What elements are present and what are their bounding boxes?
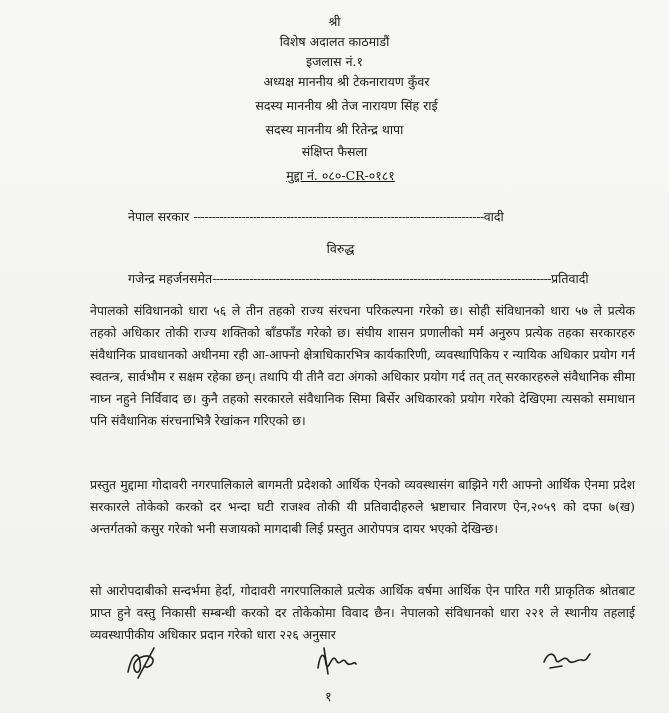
- plaintiff-dashes: ------------------------------------------------------------------------------: [193, 209, 484, 224]
- signature-middle-icon: [310, 640, 360, 680]
- bench-number: इजलास नं.१: [306, 54, 363, 69]
- case-number-text: मुद्दा नं. ०८०-CR-०१८१: [286, 168, 395, 183]
- versus-label: विरुद्ध: [326, 241, 355, 256]
- paragraph-3: सो आरोपदाबीको सन्दर्भमा हेर्दा, गोदावरी नगरपालिकाले प्रत्येक आर्थिक वर्षमा आर्थिक ऐन पारित गरी प्राकृतिक श्रोतबाट प्राप्त हुने वस्तु निकासी सम्बन्धी करको दर तोकेकोमा विवाद छैन। नेपालको संविधानको धारा २२१ ले स्थानीय तहलाई व्यवस्थापीकीय अधिकार प्रदान गरेको धारा २२६ अनुसार: [90, 583, 635, 642]
- member-judge-2: सदस्य माननीय श्री रितेन्द्र थापा: [265, 122, 404, 137]
- paragraph-2: प्रस्तुत मुद्दामा गोदावरी नगरपालिकाले बागमती प्रदेशको आर्थिक ऐनको व्यवस्थासंग बाझिने गरी आफ्नो आर्थिक ऐनमा प्रदेश सरकारले तोकेको करको दर भन्दा घटी राजश्व तोकी यी प्रतिवादीहरुले भ्रष्टाचार निवारण ऐन,२०५९ को दफा ७(ख) अन्तर्गतको कसुर गरेको भनी सजायको मागदाबी लिई प्रस्तुत आरोपपत्र दायर भएको देखिन्छ।: [90, 477, 635, 536]
- signature-left-icon: [118, 642, 166, 684]
- document-type: संक्षिप्त फैसला: [301, 144, 368, 159]
- plaintiff-name: नेपाल सरकार: [128, 209, 190, 224]
- signature-right-icon: [538, 644, 594, 674]
- case-number: [6, 167, 669, 185]
- member-judge-1: सदस्य माननीय श्री तेज नारायण सिंह राई: [255, 98, 438, 113]
- salutation: श्री: [328, 14, 341, 29]
- court-name: विशेष अदालत काठमाडौं: [279, 34, 390, 49]
- paragraph-1: नेपालको संविधानको धारा ५६ ले तीन तहको राज्य संरचना परिकल्पना गरेको छ। सोही संविधानको धारा ५७ ले प्रत्येक तहको अधिकार तोकी राज्य शक्तिको बाँडफाँड गरेको छ। संघीय शासन प्रणालीको मर्म अनुरुप प्रत्येक तहका सरकारहरु संवैधानिक प्रावधानको अधीनमा रही आ-आफ्नो क्षेत्राधिकारभित्र कार्यकारिणी, व्यवस्थापिकिय र न्यायिक अधिकार प्रयोग गर्न स्वतन्त्र, सार्वभौम र सक्षम रहेका छन्। तथापि यी तीनै वटा अंगको अधिकार प्रयोग गर्द तत् तत् सरकारहरुले संवैधानिक सीमा नाघ्न नहुने निर्विवाद छ। कुनै तहको सरकारले संवैधानिक सिमा बिर्सेर अधिकारको प्रयोग गरेको देखिएमा त्यसको समाधान पनि संवैधानिक संरचनाभित्रै रेखांकन गरिएको छ।: [90, 303, 635, 428]
- chair-judge: अध्यक्ष माननीय श्री टेकनारायण कुँवर: [263, 74, 430, 89]
- plaintiff-role: वादी: [483, 209, 504, 224]
- defendant-role: प्रतिवादी: [551, 271, 589, 286]
- defendant-dashes: -------------------------------------------------------------------------------------------: [212, 271, 552, 286]
- page-number: १: [325, 690, 332, 705]
- defendant-name: गजेन्द्र महर्जनसमेत: [128, 271, 213, 286]
- plaintiff-row: [128, 208, 598, 226]
- defendant-row: [128, 270, 608, 288]
